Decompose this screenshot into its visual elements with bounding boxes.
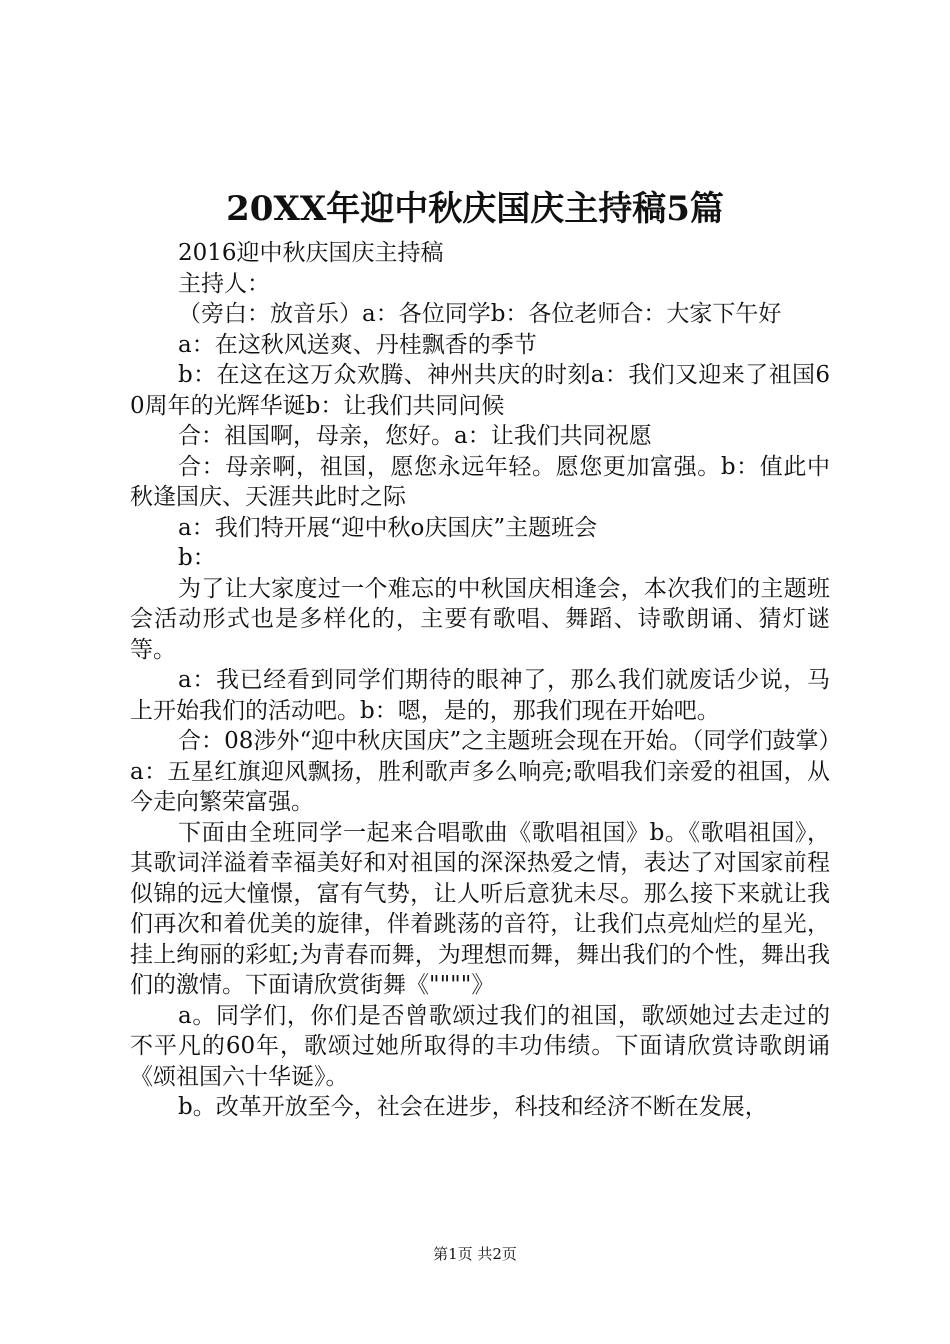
document-title: 20XX年迎中秋庆国庆主持稿5篇 [226, 189, 724, 229]
paragraph: （旁白：放音乐）a：各位同学b：各位老师合：大家下午好 [178, 301, 782, 327]
paragraph: 2016迎中秋庆国庆主持稿 [178, 240, 444, 266]
paragraph: a：我们特开展“迎中秋o庆国庆”主题班会 [178, 514, 598, 541]
paragraph: 主持人： [178, 270, 270, 297]
paragraph: a。同学们，你们是否曾歌颂过我们的祖国，歌颂她过去走过的不平凡的60年，歌颂过她所取得的丰功伟绩。下面请欣赏诗歌朗诵《颂祖国六十华诞》。 [130, 1002, 830, 1090]
page-footer: 第1页 共2页 [433, 1245, 517, 1263]
document-body [130, 238, 830, 1123]
paragraph: 下面由全班同学一起来合唱歌曲《歌唱祖国》b。《歌唱祖国》，其歌词洋溢着幸福美好和对祖国的深深热爱之情，表达了对国家前程似锦的远大憧憬，富有气势，让人听后意犹未尽。那么接下来就让我们再次和着优美的旋律，伴着跳荡的音符，让我们点亮灿烂的星光，挂上绚丽的彩虹;为青春而舞，为理想而舞，舞出我们的个性，舞出我们的激情。下面请欣赏街舞《""""》 [130, 819, 830, 998]
paragraph: 合：祖国啊，母亲，您好。a：让我们共同祝愿 [178, 423, 652, 449]
paragraph: b。改革开放至今，社会在进步，科技和经济不断在发展， [178, 1094, 768, 1120]
paragraph: 合：08涉外“迎中秋庆国庆”之主题班会现在开始。（同学们鼓掌）a：五星红旗迎风飘扬，胜利歌声多么响亮;歌唱我们亲爱的祖国，从今走向繁荣富强。 [130, 728, 830, 815]
paragraph: b： [178, 545, 216, 571]
paragraph: 为了让大家度过一个难忘的中秋国庆相逢会，本次我们的主题班会活动形式也是多样化的，主要有歌唱、舞蹈、诗歌朗诵、猜灯谜等。 [130, 575, 830, 663]
paragraph: 合：母亲啊，祖国，愿您永远年轻。愿您更加富强。b：值此中秋逢国庆、天涯共此时之际 [130, 453, 830, 510]
paragraph: b：在这在这万众欢腾、神州共庆的时刻a：我们又迎来了祖国60周年的光辉华诞b：让我们共同问候 [130, 362, 830, 419]
paragraph: a：我已经看到同学们期待的眼神了，那么我们就废话少说，马上开始我们的活动吧。b：嗯，是的，那我们现在开始吧。 [130, 667, 830, 724]
paragraph: a：在这秋风送爽、丹桂飘香的季节 [178, 331, 537, 358]
